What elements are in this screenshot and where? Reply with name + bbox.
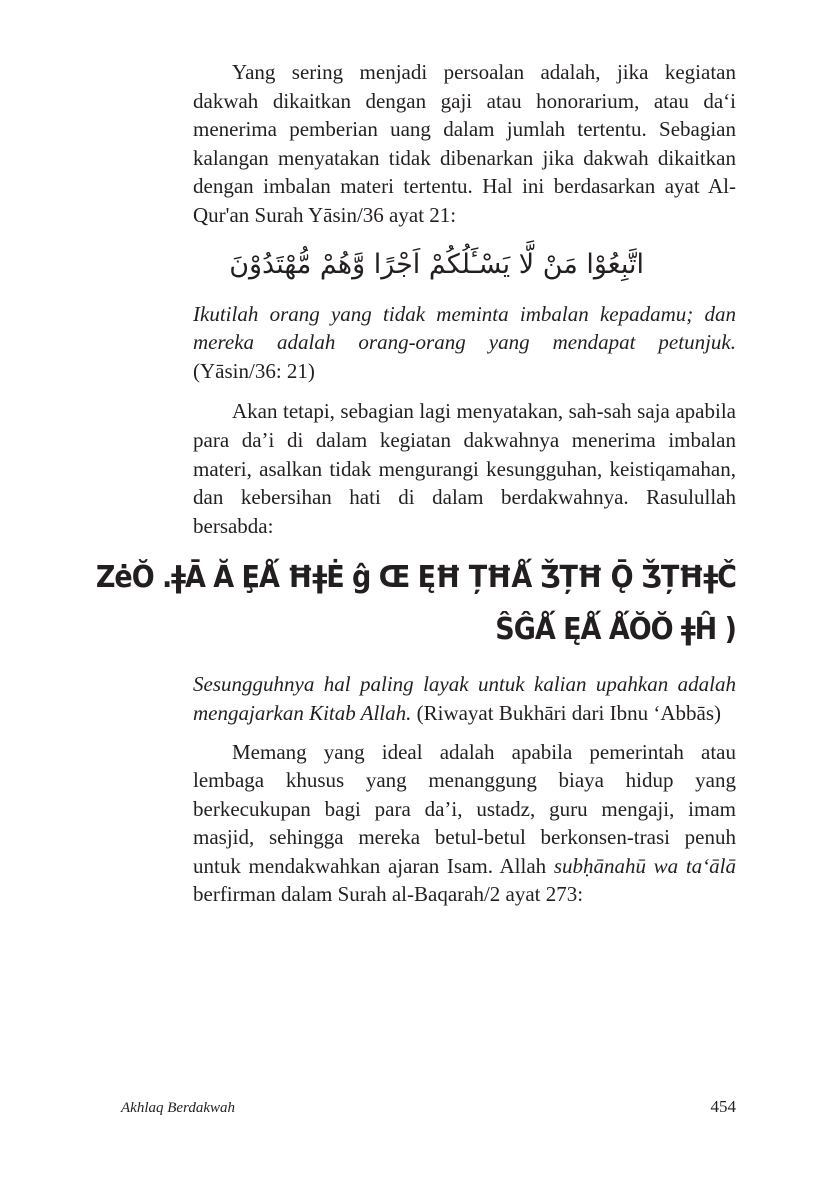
paragraph-third-text: Memang yang ideal adalah apabila pemerintah atau lembaga khusus yang menanggung biaya hidup yang berkecukupan bagi para da’i, ustadz, guru mengaji, imam masjid, sehingga mereka betul-betul berkonsen-trasi penuh untuk mendakwahkan ajaran Isam. Allah <box>193 739 736 878</box>
hadith-line-2: ( ŜĜǺ ĘǺ ǺŎŎ ǂĤ <box>495 612 736 648</box>
hadith-reference: (Riwayat Bukhāri dari Ibnu ‘Abbās) <box>411 700 722 725</box>
paragraph-intro: Yang sering menjadi persoalan adalah, jika kegiatan dakwah dikaitkan dengan gaji atau honorarium, atau da‘i menerima pemberian uang dalam jumlah tertentu. Sebagian kalangan menyatakan tidak dibenarkan jika dakwah dikaitkan dengan imbalan materi tertentu. Hal ini berdasarkan ayat Al-Qur'an Surah Yāsin/36 ayat 21: <box>193 60 736 227</box>
verse-translation <box>193 300 736 386</box>
page-body <box>95 58 737 909</box>
running-title: Akhlaq Berdakwah <box>121 1100 236 1116</box>
hadith-translation-text: Sesungguhnya hal paling layak untuk kalian upahkan adalah mengajarkan Kitab Allah. <box>193 672 736 725</box>
hadith-text <box>95 552 736 656</box>
paragraph-third-text-end: berfirman dalam Surah al-Baqarah/2 ayat 273: <box>193 882 584 907</box>
page-number: 454 <box>710 1097 736 1116</box>
paragraph-third-italic: subḥānahū wa ta‘ālā <box>553 853 737 878</box>
quran-verse-arabic: اتَّبِعُوْا مَنْ لَّا يَسْـَٔلُكُمْ اَجْرًا وَّهُمْ مُّهْتَدُوْنَ <box>229 248 644 280</box>
paragraph-second: Akan tetapi, sebagian lagi menyatakan, sah-sah saja apabila para da’i di dalam kegiatan dakwahnya menerima imbalan materi, asalkan tidak mengurangi kesungguhan, keistiqamahan, dan kebersihan hati di dalam berdakwahnya. Rasulullah bersabda: <box>193 399 736 538</box>
hadith-line-1: ZėŎ .ǂĀ Ă ȨǺ ĦǂĖ ĝ Œ ĘĦ ȚĦǺ ǮȚĦ Ǭ ǮȚĦǂČ <box>95 560 736 596</box>
hadith-translation <box>193 670 736 727</box>
verse-translation-text: Ikutilah orang yang tidak meminta imbalan kepadamu; dan mereka adalah orang-orang yang mendapat petunjuk. <box>193 301 736 355</box>
quran-verse <box>193 230 736 300</box>
page-footer <box>121 1097 736 1117</box>
paragraph-third <box>193 738 736 910</box>
verse-reference: (Yāsin/36: 21) <box>193 358 315 383</box>
